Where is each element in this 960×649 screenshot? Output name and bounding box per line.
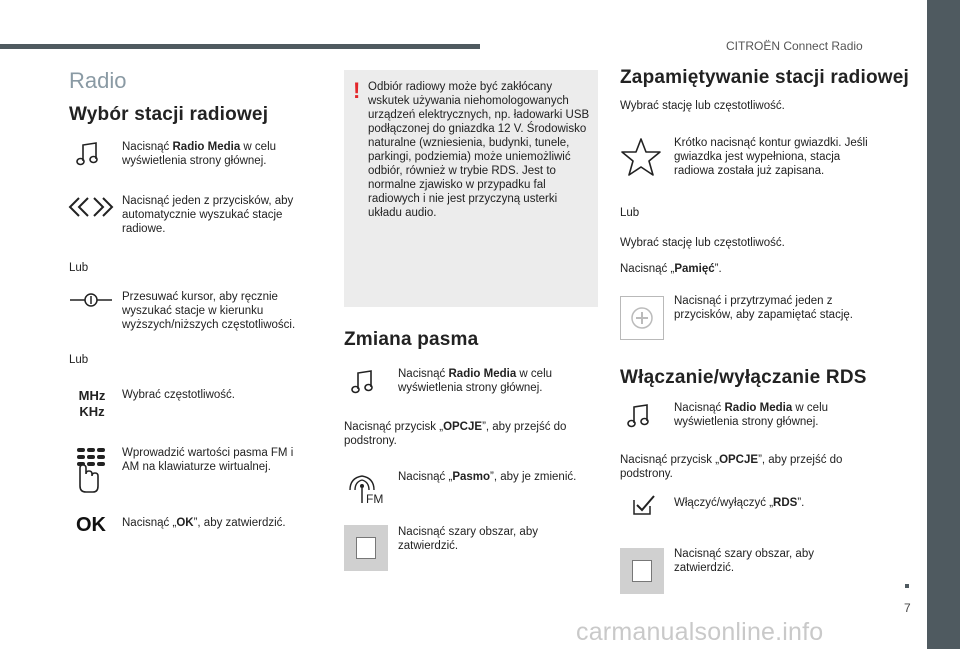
preset-button-icon xyxy=(620,296,664,340)
heading-save-station: Zapamiętywanie stacji radiowej xyxy=(620,67,909,88)
save-select: Wybrać stację lub częstotliwość. xyxy=(620,237,785,249)
header-bar xyxy=(0,44,480,49)
or-label: Lub xyxy=(69,354,89,366)
step-select-frequency: Wybrać częstotliwość. xyxy=(122,389,236,401)
save-intro: Wybrać stację lub częstotliwość. xyxy=(620,100,785,112)
mhz-label: MHz xyxy=(78,388,106,403)
section-title: Radio xyxy=(69,68,127,93)
band-step-pasmo: Nacisnąć „Pasmo”, aby je zmienić. xyxy=(398,471,577,483)
frequency-unit-icon xyxy=(75,388,109,420)
gray-area-icon xyxy=(620,548,664,594)
star-icon xyxy=(620,137,662,177)
save-star-text: Krótko nacisnąć kontur gwiazdki. Jeśli gwiazdka jest wypełniona, stacja radiowa została już zapisana. xyxy=(674,137,868,177)
ok-icon: OK xyxy=(76,514,106,536)
step-open-radio: Nacisnąć Radio Media w celu wyświetlenia strony głównej. xyxy=(122,141,277,167)
step-enter-band: Wprowadzić wartości pasma FM i AM na klawiaturze wirtualnej. xyxy=(122,447,294,473)
gray-area-icon xyxy=(344,525,388,571)
warning-icon: ! xyxy=(353,78,361,103)
warning-text: Odbiór radiowy może być zakłócany wskutek używania niehomologowanych urządzeń elektrycznych, np. ładowarki USB podłączonej do gniazdka 12 V. Środowisko naturalne (wzniesienia, budynki, tunele, parkingi, podziemia) może uniemożliwić odbiór, również w trybie RDS. Jest to normalne zjawisko w przypadku fal radiowych i nie jest przyczyną usterki układu audio. xyxy=(368,81,590,219)
music-note-icon xyxy=(627,403,651,429)
band-step-confirm: Nacisnąć szary obszar, aby zatwierdzić. xyxy=(398,526,538,552)
rds-step-toggle: Włączyć/wyłączyć „RDS”. xyxy=(674,497,805,509)
step-confirm-ok: Nacisnąć „OK”, aby zatwierdzić. xyxy=(122,517,286,529)
or-label: Lub xyxy=(69,262,89,274)
or-label: Lub xyxy=(620,207,640,219)
music-note-icon xyxy=(76,141,100,167)
fm-antenna-icon xyxy=(346,472,392,506)
tuning-slider-icon xyxy=(68,291,114,309)
step-manual-seek: Przesuwać kursor, aby ręcznie wyszukać stacje w kierunku wyższych/niższych częstotliwości. xyxy=(122,291,296,331)
keypad-icon xyxy=(73,446,109,494)
seek-arrows-icon xyxy=(68,196,114,218)
save-hold: Nacisnąć i przytrzymać jeden z przycisków, aby zapamiętać stację. xyxy=(674,295,853,321)
rds-step-options: Nacisnąć przycisk „OPCJE”, aby przejść do podstrony. xyxy=(620,454,843,480)
plus-icon xyxy=(621,297,663,339)
band-step-options: Nacisnąć przycisk „OPCJE”, aby przejść do podstrony. xyxy=(344,421,567,447)
side-strip xyxy=(927,0,960,649)
watermark: carmanualsonline.info xyxy=(576,618,824,646)
band-step-open-radio: Nacisnąć Radio Media w celu wyświetlenia strony głównej. xyxy=(398,368,553,394)
page-header-title: CITROËN Connect Radio xyxy=(726,39,863,53)
page-number: 7 xyxy=(904,601,911,615)
music-note-icon xyxy=(351,369,375,395)
rds-step-confirm: Nacisnąć szary obszar, aby zatwierdzić. xyxy=(674,548,814,574)
heading-change-band: Zmiana pasma xyxy=(344,329,479,350)
step-auto-seek: Nacisnąć jeden z przycisków, aby automatycznie wyszukać stacje radiowe. xyxy=(122,195,294,235)
khz-label: KHz xyxy=(79,404,105,419)
heading-rds: Włączanie/wyłączanie RDS xyxy=(620,367,867,388)
checkbox-icon xyxy=(632,494,656,516)
save-memory: Nacisnąć „Pamięć”. xyxy=(620,263,722,275)
heading-station-selection: Wybór stacji radiowej xyxy=(69,104,269,125)
fm-label: FM xyxy=(366,492,384,506)
rds-step-open-radio: Nacisnąć Radio Media w celu wyświetlenia strony głównej. xyxy=(674,402,829,428)
warning-box xyxy=(344,70,598,307)
page-marker xyxy=(905,584,909,588)
